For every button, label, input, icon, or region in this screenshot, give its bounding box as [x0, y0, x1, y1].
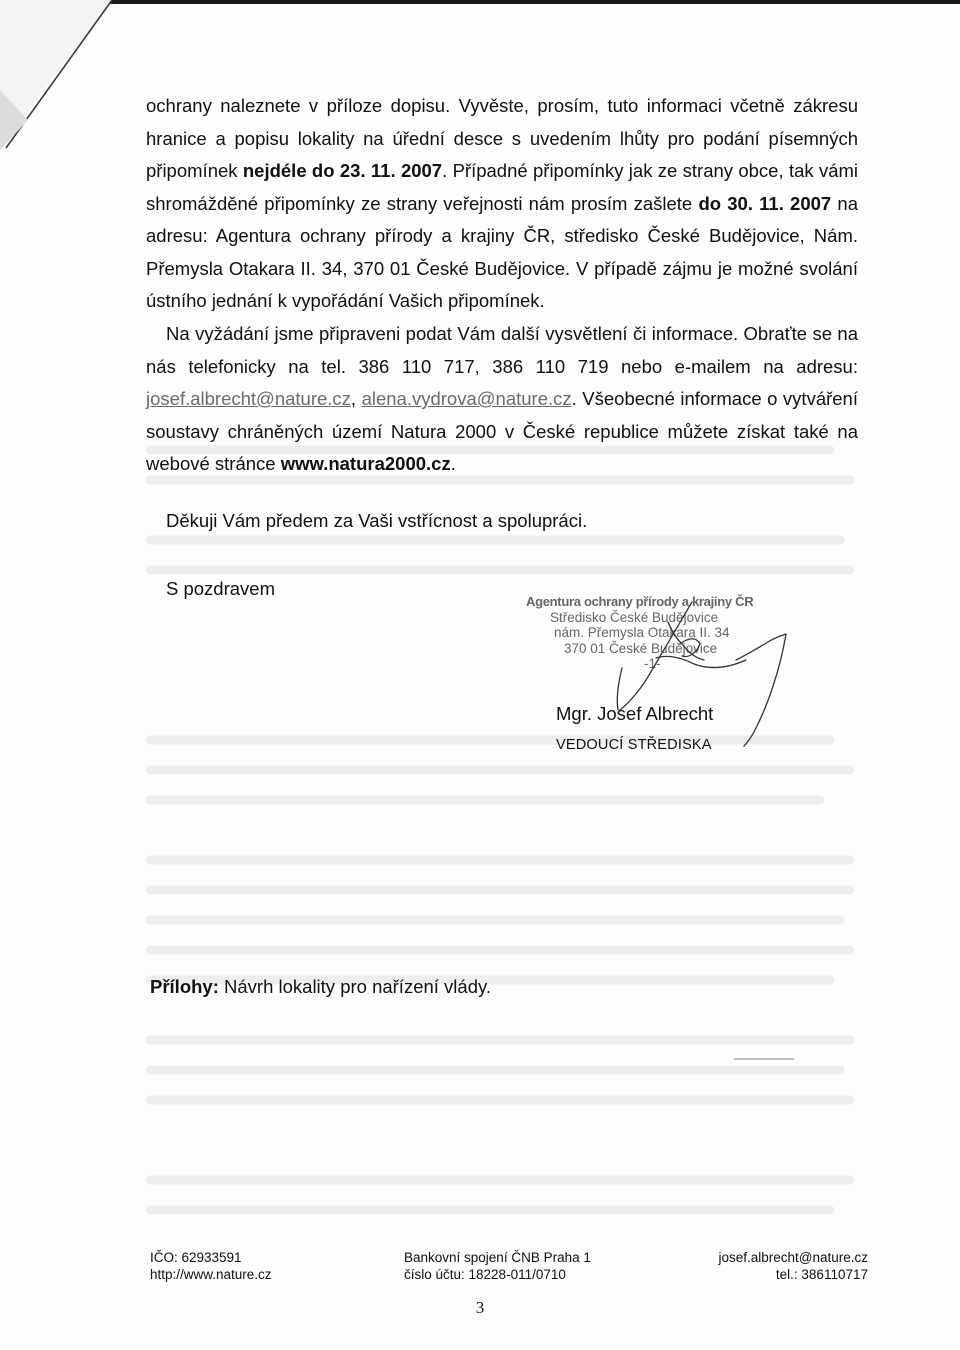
thanks-paragraph: Děkuji Vám předem za Vaši vstřícnost a spolupráci. [166, 510, 588, 531]
paragraph-2-text-2: . Všeobecné informace o vytváření soustavy chráněných území Natura 2000 v České republice můžete získat také na webové stránce [146, 388, 858, 474]
body-paragraph-1 [146, 90, 858, 318]
stamp-office: Středisko České Budějovice [550, 609, 719, 625]
paragraph-1-text-2: . Případné připomínky jak ze strany obce, tak vámi shromážděné připomínky ze strany veřejnosti nám prosím zašlete [146, 160, 859, 214]
stamp-organization: Agentura ochrany přírody a krajiny ČR [526, 594, 754, 609]
greeting: S pozdravem [166, 578, 275, 599]
attachments-text: Návrh lokality pro nařízení vlády. [218, 976, 492, 997]
footer-right [718, 1250, 868, 1283]
footer-email: josef.albrecht@nature.cz [718, 1250, 868, 1265]
deadline-date-bold: nejdéle do 23. 11. 2007 [242, 160, 443, 181]
footer-left [150, 1250, 272, 1283]
body-paragraph-2 [146, 318, 858, 481]
stamp-street: nám. Přemysla Otakara II. 34 [554, 625, 730, 640]
submission-date-bold: do 30. 11. 2007 [698, 192, 832, 214]
handwritten-signature [560, 598, 800, 748]
stray-mark [734, 1058, 794, 1060]
paragraph-2-text-1: Na vyžádání jsme připraveni podat Vám další vysvětlení či informace. Obraťte se na nás telefonicky na tel. 386 110 717, 386 110 719 nebo e-mailem na adresu: [146, 323, 858, 377]
bleed-through-texture [130, 440, 870, 1220]
page-number: 3 [475, 1298, 485, 1317]
footer-ico: IČO: 62933591 [150, 1250, 242, 1265]
stamp-city: 370 01 České Budějovice [564, 640, 718, 656]
footer-middle [404, 1250, 591, 1283]
email-separator: , [350, 388, 362, 409]
paragraph-1-text-1: ochrany naleznete v příloze dopisu. Vyvěste, prosím, tuto informaci včetně zákresu hranice a popisu lokality na úřední desce s uvedením lhůty pro podání písemných připomínek [146, 95, 858, 181]
signer-name: Mgr. Josef Albrecht [556, 703, 714, 724]
paragraph-1-text-3: na adresu: Agentura ochrany přírody a krajiny ČR, středisko České Budějovice, Nám. Přemysla Otakara II. 34, 370 01 České Budějovice. V případě zájmu je možné svolání ústního jednání k vypořádání Vašich připomínek. [146, 192, 858, 311]
signer-title: VEDOUCÍ STŘEDISKA [556, 737, 712, 753]
footer-account: číslo účtu: 18228-011/0710 [404, 1266, 566, 1282]
email-link-albrecht[interactable]: josef.albrecht@nature.cz [146, 388, 351, 409]
footer-phone: tel.: 386110717 [775, 1266, 868, 1282]
attachments-line [150, 976, 491, 998]
email-link-vydrova[interactable]: alena.vydrova@nature.cz [361, 388, 572, 409]
website-bold: www.natura2000.cz [280, 453, 451, 474]
paragraph-2-text-3: . [450, 453, 456, 474]
footer-bank: Bankovní spojení ČNB Praha 1 [404, 1250, 591, 1265]
attachments-label: Přílohy: [150, 976, 219, 997]
folded-corner-shadow [0, 0, 120, 150]
scan-edge-line [0, 0, 960, 4]
stamp-number: -1- [644, 656, 661, 671]
footer-website: http://www.nature.cz [150, 1266, 272, 1282]
